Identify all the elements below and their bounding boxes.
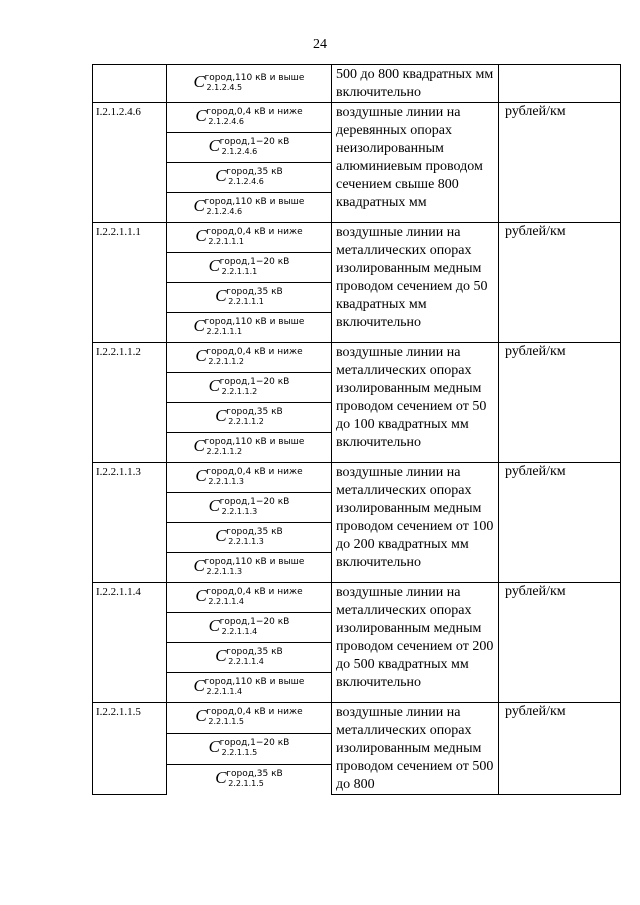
formula-letter: C <box>195 705 207 725</box>
rate-formula <box>215 527 282 547</box>
formula-subscript: 2.2.1.1.1 <box>228 296 264 306</box>
formula-subscript: 2.2.1.1.4 <box>206 686 243 696</box>
formula-subscript: 2.2.1.1.4 <box>221 626 258 636</box>
formula-subscript: 2.1.2.4.6 <box>228 176 264 186</box>
row-unit <box>499 65 621 103</box>
formula-superscript: город,35 кВ <box>226 406 283 417</box>
formula-letter: C <box>208 495 220 515</box>
formula-letter: C <box>193 71 205 91</box>
row-code: I.2.2.1.1.1 <box>93 223 167 343</box>
formula-letter: C <box>215 405 227 425</box>
formula-subscript: 2.2.1.1.1 <box>208 236 244 246</box>
formula-letter: C <box>215 285 227 305</box>
row-code: I.2.2.1.1.4 <box>93 583 167 703</box>
rate-symbol-cell <box>167 403 332 433</box>
row-unit: рублей/км <box>499 583 621 703</box>
rate-symbol-cell <box>167 65 332 103</box>
formula-letter: C <box>195 465 207 485</box>
formula-subscript: 2.2.1.1.3 <box>221 506 258 516</box>
rate-symbol-cell <box>167 103 332 133</box>
rate-formula <box>194 677 305 697</box>
formula-subscript: 2.2.1.1.3 <box>206 566 243 576</box>
formula-letter: C <box>215 767 227 787</box>
formula-superscript: город,110 кВ и выше <box>204 676 305 687</box>
rate-formula <box>195 107 302 127</box>
rate-formula <box>194 437 305 457</box>
table-row <box>93 583 621 613</box>
row-unit: рублей/км <box>499 703 621 795</box>
table-row <box>93 703 621 734</box>
formula-superscript: город,110 кВ и выше <box>204 436 305 447</box>
rate-symbol-cell <box>167 193 332 223</box>
formula-letter: C <box>193 195 205 215</box>
rate-formula <box>195 707 302 727</box>
formula-subscript: 2.1.2.4.6 <box>221 146 258 156</box>
formula-subscript: 2.2.1.1.1 <box>206 326 243 336</box>
formula-superscript: город,110 кВ и выше <box>204 316 305 327</box>
formula-superscript: город,0,4 кВ и ниже <box>206 706 303 717</box>
rate-symbol-cell <box>167 313 332 343</box>
formula-letter: C <box>193 435 205 455</box>
formula-superscript: город,35 кВ <box>226 768 283 779</box>
formula-subscript: 2.2.1.1.5 <box>208 716 244 726</box>
formula-letter: C <box>193 675 205 695</box>
formula-subscript: 2.2.1.1.2 <box>221 386 258 396</box>
row-unit: рублей/км <box>499 103 621 223</box>
rate-formula <box>215 647 282 667</box>
formula-letter: C <box>208 736 220 756</box>
rate-symbol-cell <box>167 343 332 373</box>
formula-superscript: город,1−20 кВ <box>219 256 290 267</box>
row-description: воздушные линии на металлических опорах изолированным медным проводом сечением от 500 до 800 <box>332 703 499 795</box>
rate-symbol-cell <box>167 493 332 523</box>
formula-superscript: город,35 кВ <box>226 526 283 537</box>
formula-letter: C <box>215 165 227 185</box>
row-description: воздушные линии на металлических опорах изолированным медным проводом сечением от 50 до 100 квадратных мм включительно <box>332 343 499 463</box>
rate-formula <box>209 257 290 277</box>
formula-letter: C <box>215 645 227 665</box>
table-row <box>93 223 621 253</box>
row-description: воздушные линии на металлических опорах изолированным медным проводом сечением от 200 до 500 квадратных мм включительно <box>332 583 499 703</box>
formula-superscript: город,35 кВ <box>226 646 283 657</box>
rate-formula <box>209 377 290 397</box>
row-description: 500 до 800 квадратных мм включительно <box>332 65 499 103</box>
rate-formula <box>209 617 290 637</box>
row-unit: рублей/км <box>499 463 621 583</box>
rate-symbol-cell <box>167 764 332 794</box>
rate-formula <box>194 557 305 577</box>
rate-symbol-cell <box>167 673 332 703</box>
tariff-table <box>92 64 621 795</box>
rate-symbol-cell <box>167 703 332 734</box>
rate-symbol-cell <box>167 163 332 193</box>
formula-superscript: город,110 кВ и выше <box>204 72 305 83</box>
row-description: воздушные линии на металлических опорах изолированным медным проводом сечением от 100 до 200 квадратных мм включительно <box>332 463 499 583</box>
formula-letter: C <box>193 315 205 335</box>
formula-letter: C <box>195 105 207 125</box>
rate-formula <box>195 227 302 247</box>
row-description: воздушные линии на деревянных опорах неизолированным алюминиевым проводом сечением свыше 800 квадратных мм <box>332 103 499 223</box>
tariff-table-body <box>93 65 621 795</box>
formula-superscript: город,35 кВ <box>226 166 283 177</box>
formula-superscript: город,1−20 кВ <box>219 136 290 147</box>
rate-formula <box>195 347 302 367</box>
formula-subscript: 2.2.1.1.4 <box>208 596 244 606</box>
rate-formula <box>215 769 282 789</box>
table-row <box>93 463 621 493</box>
rate-formula <box>215 287 282 307</box>
formula-subscript: 2.2.1.1.2 <box>208 356 244 366</box>
formula-superscript: город,110 кВ и выше <box>204 196 305 207</box>
formula-subscript: 2.1.2.4.6 <box>206 206 243 216</box>
table-row <box>93 103 621 133</box>
rate-symbol-cell <box>167 433 332 463</box>
formula-letter: C <box>193 555 205 575</box>
formula-superscript: город,0,4 кВ и ниже <box>206 466 303 477</box>
rate-formula <box>215 167 282 187</box>
formula-superscript: город,0,4 кВ и ниже <box>206 226 303 237</box>
formula-subscript: 2.2.1.1.3 <box>208 476 244 486</box>
row-code: I.2.2.1.1.3 <box>93 463 167 583</box>
row-code <box>93 65 167 103</box>
formula-letter: C <box>208 375 220 395</box>
formula-subscript: 2.2.1.1.5 <box>221 747 258 757</box>
rate-symbol-cell <box>167 223 332 253</box>
rate-symbol-cell <box>167 463 332 493</box>
rate-symbol-cell <box>167 133 332 163</box>
formula-letter: C <box>208 135 220 155</box>
formula-subscript: 2.2.1.1.1 <box>221 266 258 276</box>
formula-letter: C <box>215 525 227 545</box>
formula-superscript: город,0,4 кВ и ниже <box>206 106 303 117</box>
rate-formula <box>209 497 290 517</box>
formula-subscript: 2.2.1.1.3 <box>228 536 264 546</box>
rate-symbol-cell <box>167 613 332 643</box>
rate-symbol-cell <box>167 643 332 673</box>
rate-symbol-cell <box>167 373 332 403</box>
formula-subscript: 2.2.1.1.2 <box>206 446 243 456</box>
rate-symbol-cell <box>167 283 332 313</box>
rate-formula <box>194 197 305 217</box>
formula-letter: C <box>195 225 207 245</box>
row-description: воздушные линии на металлических опорах изолированным медным проводом сечением до 50 квадратных мм включительно <box>332 223 499 343</box>
table-row <box>93 343 621 373</box>
rate-formula <box>194 317 305 337</box>
formula-subscript: 2.1.2.4.5 <box>206 82 243 92</box>
formula-subscript: 2.2.1.1.5 <box>228 778 264 788</box>
formula-superscript: город,0,4 кВ и ниже <box>206 586 303 597</box>
formula-subscript: 2.2.1.1.4 <box>228 656 264 666</box>
rate-formula <box>194 73 305 93</box>
formula-superscript: город,35 кВ <box>226 286 283 297</box>
table-row <box>93 65 621 103</box>
rate-formula <box>195 467 302 487</box>
rate-formula <box>215 407 282 427</box>
formula-letter: C <box>195 585 207 605</box>
row-unit: рублей/км <box>499 223 621 343</box>
formula-superscript: город,1−20 кВ <box>219 376 290 387</box>
rate-formula <box>209 137 290 157</box>
row-code: I.2.2.1.1.5 <box>93 703 167 795</box>
formula-letter: C <box>195 345 207 365</box>
row-code: I.2.1.2.4.6 <box>93 103 167 223</box>
formula-superscript: город,1−20 кВ <box>219 496 290 507</box>
page-number: 24 <box>313 37 327 52</box>
formula-subscript: 2.1.2.4.6 <box>208 116 244 126</box>
formula-superscript: город,1−20 кВ <box>219 737 290 748</box>
rate-symbol-cell <box>167 523 332 553</box>
rate-formula <box>195 587 302 607</box>
rate-symbol-cell <box>167 583 332 613</box>
row-code: I.2.2.1.1.2 <box>93 343 167 463</box>
rate-symbol-cell <box>167 553 332 583</box>
formula-letter: C <box>208 615 220 635</box>
formula-superscript: город,110 кВ и выше <box>204 556 305 567</box>
formula-letter: C <box>208 255 220 275</box>
row-unit: рублей/км <box>499 343 621 463</box>
rate-symbol-cell <box>167 253 332 283</box>
formula-superscript: город,0,4 кВ и ниже <box>206 346 303 357</box>
formula-subscript: 2.2.1.1.2 <box>228 416 264 426</box>
rate-formula <box>209 738 290 758</box>
formula-superscript: город,1−20 кВ <box>219 616 290 627</box>
rate-symbol-cell <box>167 733 332 764</box>
